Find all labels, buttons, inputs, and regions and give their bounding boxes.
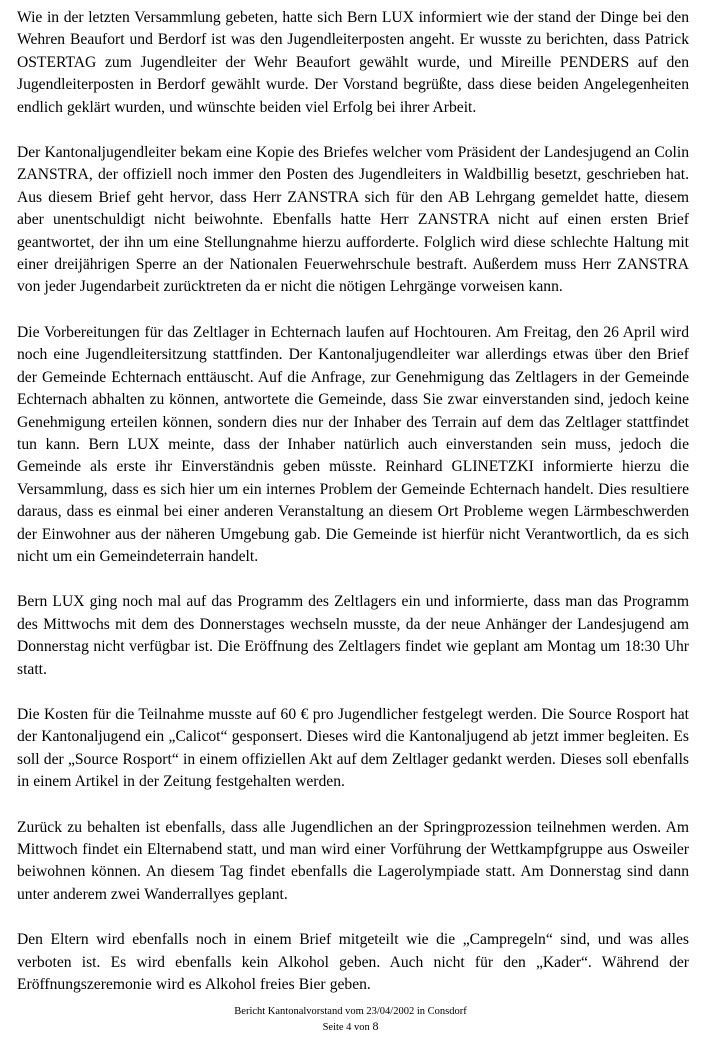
- paragraph-zanstra: Der Kantonaljugendleiter bekam eine Kopie des Briefes welcher vom Präsident der Landesjugend an Colin ZANSTRA, der offiziell noch immer den Posten des Jugendleiters in Waldbillig besetzt, geschrieben hat. Aus diesem Brief geht hervor, dass Herr ZANSTRA sich für den AB Lehrgang gemeldet hatte, diesem aber unentschuldigt nicht beiwohnte. Ebenfalls hatte Herr ZANSTRA nicht auf einen ersten Brief geantwortet, der ihn um eine Stellungnahme hierzu aufforderte. Folglich wird diese schlechte Haltung mit einer dreijährigen Sperre an der Nationalen Feuerwehrschule bestraft. Außerdem muss Herr ZANSTRA von jeder Jugendarbeit zurücktreten da er nicht die nötigen Lehrgänge vorweisen kann.: [17, 144, 689, 296]
- paragraph-programm: Bern LUX ging noch mal auf das Programm des Zeltlagers ein und informierte, dass man das Programm des Mittwochs mit dem des Donnerstages wechseln musste, da der neue Anhänger der Landesjugend am Donnerstag nicht verfügbar ist. Die Eröffnung des Zeltlagers findet wie geplant am Montag um 18:30 Uhr statt.: [17, 593, 689, 678]
- footer-page-number: [0, 1019, 701, 1035]
- page-footer: [0, 1005, 701, 1035]
- paragraph-kosten: Die Kosten für die Teilnahme musste auf 60 € pro Jugendlicher festgelegt werden. Die Source Rosport hat der Kantonaljugend ein „Calicot“ gesponsert. Dieses wird die Kantonaljugend ab jetzt immer begleiten. Es soll der „Source Rosport“ in einem offiziellen Akt auf dem Zeltlager gedankt werden. Dieses soll ebenfalls in einem Artikel in der Zeitung festgehalten werden.: [17, 705, 689, 791]
- paragraph-eltern-brief: Den Eltern wird ebenfalls noch in einem Brief mitgeteilt wie die „Campregeln“ sind, und was alles verboten ist. Es wird ebenfalls kein Alkohol geben. Auch nicht für den „Kader“. Während der Eröffnungszeremonie wird es Alkohol freies Bier geben.: [17, 931, 689, 994]
- footer-page-total: 8: [372, 1019, 379, 1033]
- paragraph-jugendleiterposten: Wie in der letzten Versammlung gebeten, hatte sich Bern LUX informiert wie der stand der Dinge bei den Wehren Beaufort und Berdorf ist was den Jugendleiterposten angeht. Er wusste zu berichten, dass Patrick OSTERTAG zum Jugendleiter der Wehr Beaufort gewählt wurde, und Mireille PENDERS auf den Jugendleiterposten in Berdorf gewählt wurde. Der Vorstand begrüßte, dass diese beiden Angelegenheiten endlich geklärt wurden, und wünschte beiden viel Erfolg bei ihrer Arbeit.: [17, 9, 689, 116]
- footer-report-line: Bericht Kantonalvorstand vom 23/04/2002 in Consdorf: [234, 1006, 467, 1017]
- footer-page-prefix: Seite 4 von: [322, 1022, 370, 1033]
- paragraph-zeltlager-vorbereitung: Die Vorbereitungen für das Zeltlager in Echternach laufen auf Hochtouren. Am Freitag, den 26 April wird noch eine Jugendleitersitzung stattfinden. Der Kantonaljugendleiter war allerdings etwas über den Brief der Gemeinde Echternach enttäuscht. Auf die Anfrage, zur Genehmigung das Zeltlagers in der Gemeinde Echternach abhalten zu können, antwortete die Gemeinde, dass Sie zwar einverstanden sind, jedoch keine Genehmigung erteilen können, sondern dies nur der Inhaber des Terrain auf dem das Zeltlager stattfindet tun kann. Bern LUX meinte, dass der Inhaber natürlich auch einverstanden sein muss, jedoch die Gemeinde als erste ihr Einverständnis geben müsste. Reinhard GLINETZKI informierte hierzu die Versammlung, dass es sich hier um ein internes Problem der Gemeinde Echternach handelt. Dies resultiere daraus, dass es einmal bei einer anderen Veranstaltung an diesem Ort Probleme wegen Lärmbeschwerden der Einwohner aus der näheren Umgebung gab. Die Gemeinde ist hierfür nicht Verantwortlich, da es sich nicht um ein Gemeindeterrain handelt.: [17, 323, 689, 565]
- paragraph-springprozession: Zurück zu behalten ist ebenfalls, dass alle Jugendlichen an der Springprozession teilnehmen werden. Am Mittwoch findet ein Elternabend statt, und man wird einer Vorführung der Wettkampfgruppe aus Osweiler beiwohnen können. An diesem Tag findet ebenfalls die Lagerolympiade statt. Am Donnerstag sind dann unter anderem zwei Wanderrallyes geplant.: [17, 818, 689, 903]
- document-body: [17, 7, 689, 1019]
